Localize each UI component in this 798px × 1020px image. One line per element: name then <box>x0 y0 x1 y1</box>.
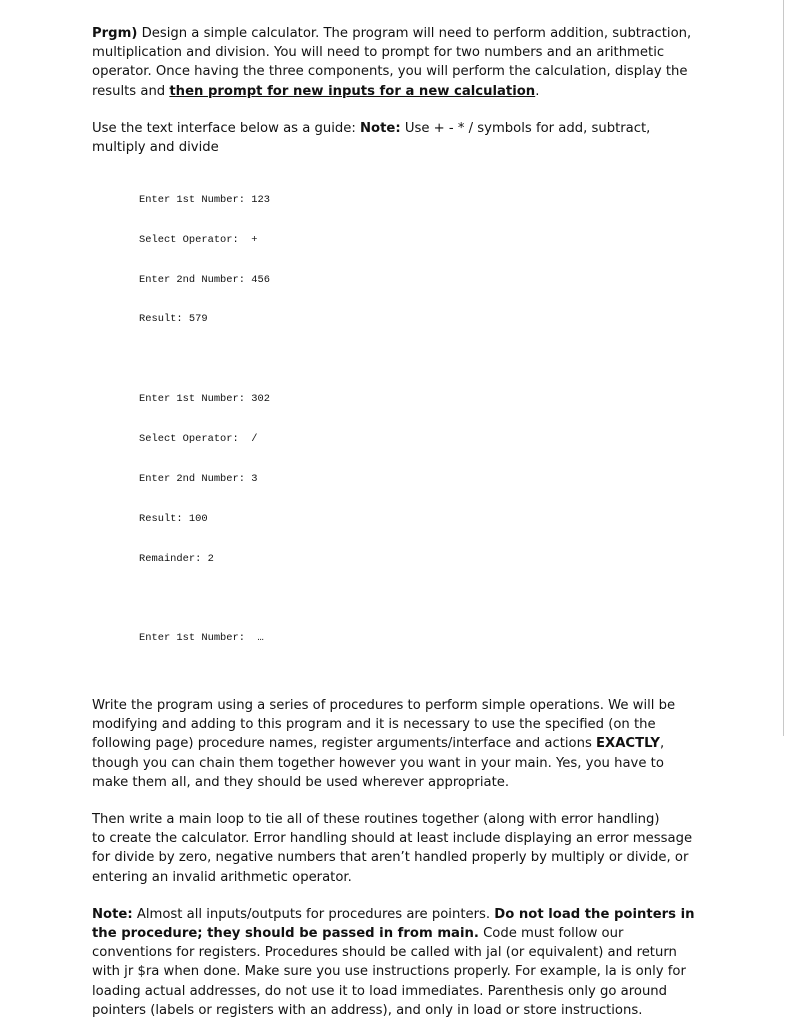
procedures-text2: , though you can chain them together however you want in your main. Yes, you have to make them all, and they should be used wherever appropriate. <box>92 736 665 790</box>
intro-text: Design a simple calculator. The program will need to perform addition, subtraction, multiplication and division. You will need to prompt for two numbers and an arithmetic operator. Once having the three components, you will perform the calculation, display the results and <box>92 26 692 99</box>
note-paragraph <box>92 905 702 1020</box>
procedures-paragraph <box>92 696 702 792</box>
main-loop-line2: to create the calculator. Error handling should at least include displaying an error message for divide by zero, negative numbers that aren’t handled properly by multiply or divide, or entering an invalid arithmetic operator. <box>92 831 693 885</box>
example2-line5: Remainder: 2 <box>139 552 214 565</box>
program-label: Prgm) <box>92 26 138 41</box>
guide-paragraph <box>92 119 702 157</box>
example1-line1: Enter 1st Number: 123 <box>139 193 270 206</box>
note-text1: Almost all inputs/outputs for procedures are pointers. <box>132 906 495 922</box>
example1-line3: Enter 2nd Number: 456 <box>139 273 270 286</box>
guide-note-label: Note: <box>360 120 401 136</box>
main-loop-line1: Then write a main loop to tie all of these routines together (along with error handling) <box>92 811 660 827</box>
intro-emphasis: then prompt for new inputs for a new calculation <box>169 83 536 99</box>
note-label: Note: <box>92 906 133 922</box>
procedures-bold: EXACTLY <box>596 736 660 752</box>
intro-end: . <box>535 83 540 99</box>
example3-line1: Enter 1st Number: … <box>139 632 264 645</box>
example1-line4: Result: 579 <box>139 313 208 326</box>
example-interface <box>139 167 702 672</box>
document-body <box>92 24 702 1020</box>
procedures-text1: Write the program using a series of procedures to perform simple operations. We will be modifying and adding to this program and it is necessary to use the specified (on the following page) procedure names, register arguments/interface and actions <box>92 697 676 752</box>
example1-line2: Select Operator: + <box>139 233 258 246</box>
example2-line4: Result: 100 <box>139 512 208 525</box>
example2-line1: Enter 1st Number: 302 <box>139 392 270 405</box>
guide-text: Use the text interface below as a guide: <box>92 120 361 136</box>
page-edge <box>783 0 784 736</box>
main-loop-paragraph <box>92 810 702 887</box>
guide-note-text: Use + - * / symbols for add, subtract, multiply and divide <box>92 120 651 156</box>
intro-paragraph <box>92 24 702 101</box>
example2-line3: Enter 2nd Number: 3 <box>139 472 258 485</box>
note-bold: Do not load the pointers in the procedure; they should be passed in from main. <box>92 906 695 941</box>
note-text2: Code must follow our conventions for registers. Procedures should be called with jal (or equivalent) and return with jr $ra when done. Make sure you use instructions properly. For example, la is only for loading actual addresses, do not use it to load immediates. Parenthesis only go around pointers (labels or registers with an address), and only in load or store instructions. <box>92 925 686 1018</box>
example2-line2: Select Operator: / <box>139 432 258 445</box>
